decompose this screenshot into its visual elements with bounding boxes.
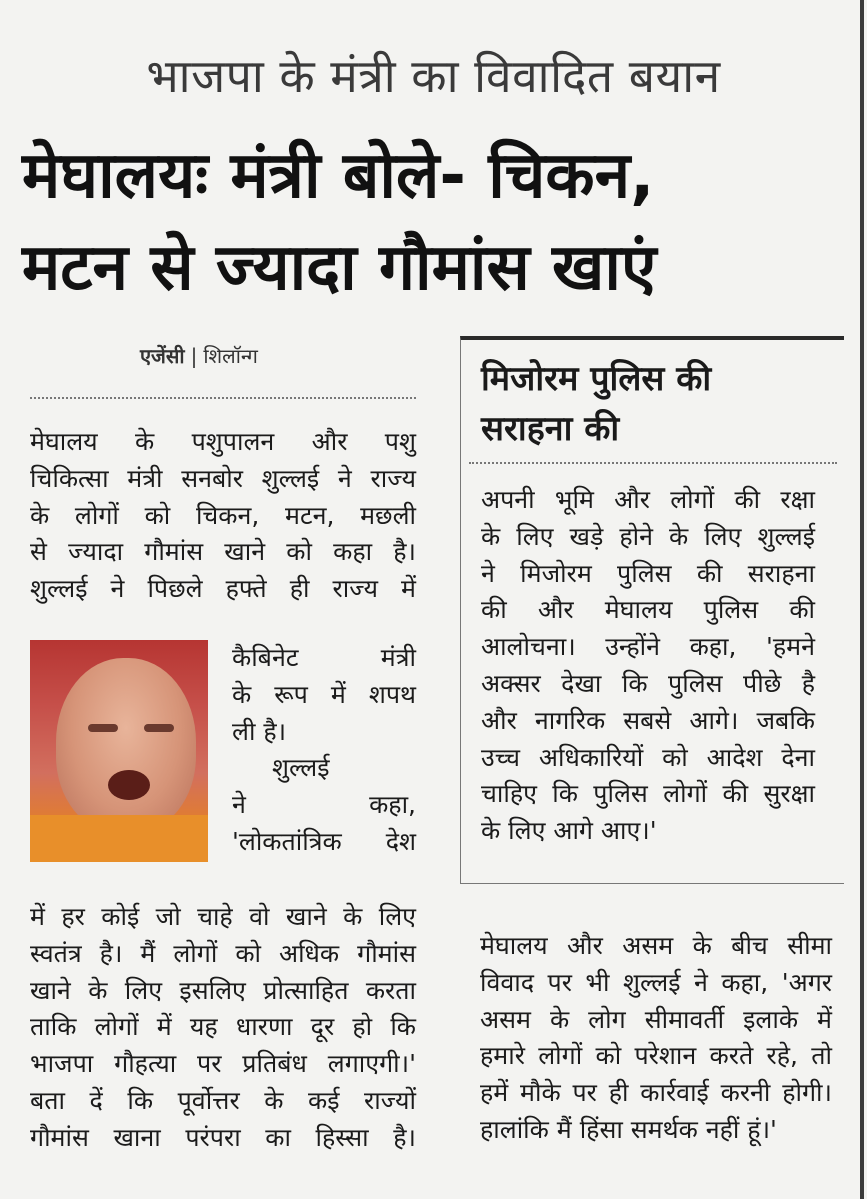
text-line: शुल्लई ने पिछले हफ्ते ही राज्य में <box>30 574 416 604</box>
text-line: कैबिनेट मंत्री <box>232 643 416 672</box>
sidebar-title-line-1: मिजोरम पुलिस की <box>481 359 712 399</box>
portrait-eye <box>144 724 174 732</box>
sidebar-body <box>481 482 815 850</box>
byline-separator: | <box>190 344 198 368</box>
minister-portrait-photo <box>30 640 208 862</box>
text-line: गौमांस खाना परंपरा का हिस्सा है। <box>30 1122 416 1152</box>
text-line: में हर कोई जो चाहे वो खाने के लिए <box>30 902 416 931</box>
left-column-top <box>30 424 416 608</box>
text-line: अपनी भूमि और लोगों की रक्षा <box>481 485 815 514</box>
text-line: ने कहा, <box>232 790 416 820</box>
text-line: ली है। <box>232 716 287 746</box>
sidebar-divider <box>469 462 837 464</box>
text-line: खाने के लिए इसलिए प्रोत्साहित करता <box>30 975 416 1005</box>
left-column-bottom <box>30 899 416 1157</box>
sidebar-title <box>481 354 841 454</box>
page-edge-rule <box>860 0 864 1199</box>
text-line: उच्च अधिकारियों को आदेश देना <box>481 742 815 772</box>
text-line: विवाद पर भी शुल्लई ने कहा, 'अगर <box>480 967 832 997</box>
text-line: और नागरिक सबसे आगे। जबकि <box>481 705 815 735</box>
text-line: हालांकि मैं हिंसा समर्थक नहीं हूं।' <box>480 1114 777 1144</box>
text-line: बता दें कि पूर्वोत्तर के कई राज्यों <box>30 1085 416 1115</box>
text-line: मेघालय के पशुपालन और पशु <box>30 427 416 456</box>
text-line: हमें मौके पर ही कार्रवाई करनी होगी। <box>480 1078 832 1108</box>
text-line: की और मेघालय पुलिस की <box>481 595 815 625</box>
text-line: स्वतंत्र है। मैं लोगों को अधिक गौमांस <box>30 938 416 968</box>
photo-wrap-text <box>232 640 416 861</box>
text-line: चिकित्सा मंत्री सनबोर शुल्लई ने राज्य <box>30 463 416 493</box>
byline-location: शिलॉन्ग <box>203 344 258 368</box>
sidebar-story-box <box>460 336 844 884</box>
sidebar-title-line-2: सराहना की <box>481 409 620 449</box>
text-line: भाजपा गौहत्या पर प्रतिबंध लगाएगी।' <box>30 1049 416 1079</box>
text-line: चाहिए कि पुलिस लोगों की सुरक्षा <box>481 779 815 809</box>
byline <box>30 342 430 369</box>
text-line: आलोचना। उन्होंने कहा, 'हमने <box>481 632 815 662</box>
text-line: अक्सर देखा कि पुलिस पीछे है <box>481 668 815 698</box>
text-line: के रूप में शपथ <box>232 679 416 709</box>
text-line: मेघालय और असम के बीच सीमा <box>480 931 832 960</box>
text-line: ने मिजोरम पुलिस की सराहना <box>481 558 815 588</box>
text-line: 'लोकतांत्रिक देश <box>232 826 416 856</box>
text-line: के लिए आगे आए।' <box>481 816 657 846</box>
text-line: के लोगों को चिकन, मटन, मछली <box>30 500 416 530</box>
text-line: असम के लोग सीमावर्ती इलाके में <box>480 1004 832 1034</box>
text-line: ताकि लोगों में यह धारणा दूर हो कि <box>30 1012 416 1042</box>
byline-divider <box>30 397 416 399</box>
text-line: शुल्लई <box>272 753 330 783</box>
headline-line-2: मटन से ज्यादा गौमांस खाएं <box>22 231 657 305</box>
portrait-head <box>56 658 196 833</box>
portrait-mouth <box>108 770 150 800</box>
byline-agency: एजेंसी <box>140 344 185 368</box>
kicker-headline: भाजपा के मंत्री का विवादित बयान <box>146 49 721 103</box>
main-headline <box>22 130 852 314</box>
portrait-shirt <box>30 815 208 862</box>
text-line: से ज्यादा गौमांस खाने को कहा है। <box>30 537 416 567</box>
portrait-eye <box>88 724 118 732</box>
text-line: के लिए खड़े होने के लिए शुल्लई <box>481 521 815 551</box>
headline-line-1: मेघालयः मंत्री बोले- चिकन, <box>22 139 655 213</box>
right-column-bottom <box>480 928 832 1149</box>
text-line: हमारे लोगों को परेशान करते रहे, तो <box>480 1041 832 1071</box>
